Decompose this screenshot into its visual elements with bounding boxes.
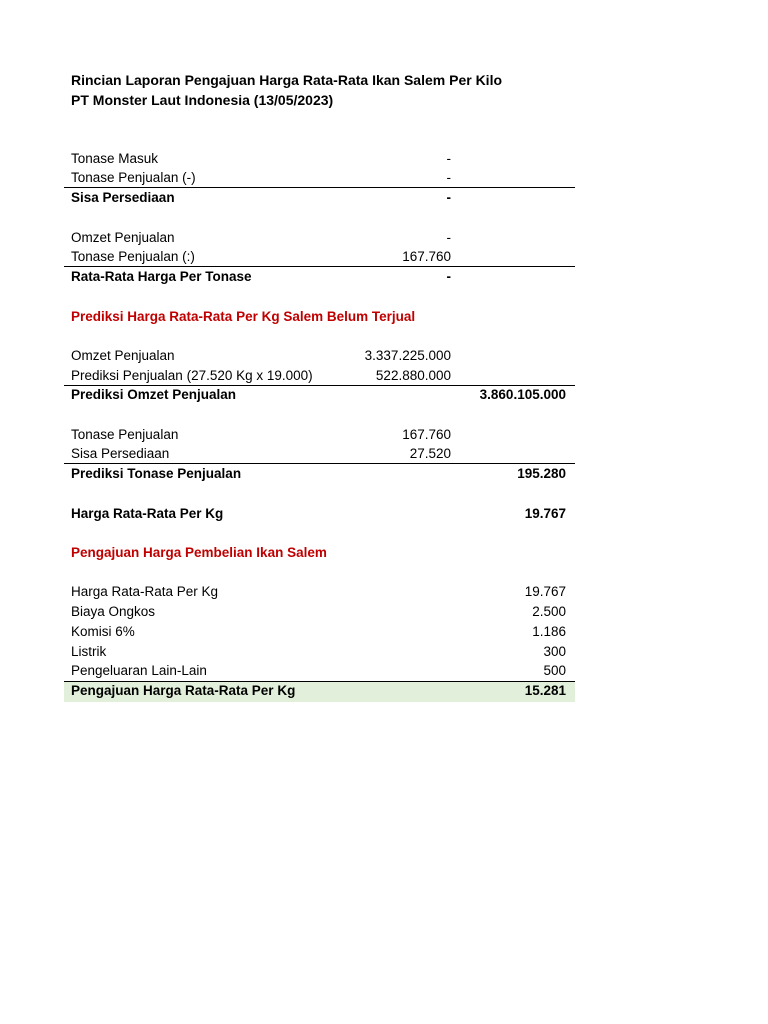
row-label: Tonase Penjualan (-): [71, 170, 196, 185]
row-value: 1.186: [532, 624, 566, 639]
row-label: Pengeluaran Lain-Lain: [71, 663, 207, 678]
table-row: [64, 444, 575, 464]
table-row-total: [64, 464, 575, 484]
table-row-average: [64, 504, 575, 524]
row-label: Omzet Penjualan: [71, 348, 175, 363]
table-row: [64, 346, 575, 366]
table-row-total: [64, 385, 575, 405]
report-title: Rincian Laporan Pengajuan Harga Rata-Rata Ikan Salem Per Kilo: [71, 72, 503, 88]
row-total-value: 19.767: [524, 506, 566, 521]
row-value: -: [446, 151, 451, 166]
row-label: Tonase Penjualan: [71, 427, 179, 442]
table-row-total: [64, 267, 575, 287]
table-row: [64, 622, 575, 642]
section-heading-submission: Pengajuan Harga Pembelian Ikan Salem: [71, 545, 327, 560]
row-label: Omzet Penjualan: [71, 230, 175, 245]
row-label: Prediksi Omzet Penjualan: [71, 387, 237, 402]
row-value: -: [446, 190, 451, 205]
row-value: 3.337.225.000: [364, 348, 451, 363]
row-label: Sisa Persediaan: [71, 190, 175, 205]
row-label: Tonase Penjualan (:): [71, 249, 195, 264]
table-row: [64, 149, 575, 169]
row-value: -: [446, 269, 451, 284]
row-label: Listrik: [71, 644, 107, 659]
table-row: [64, 602, 575, 622]
table-row-grand-total: [64, 681, 575, 701]
row-value: 500: [543, 663, 566, 678]
section-heading-prediction: Prediksi Harga Rata-Rata Per Kg Salem Belum Terjual: [71, 309, 416, 324]
row-total-value: 15.281: [524, 683, 566, 698]
table-row: [64, 247, 575, 267]
row-value: -: [446, 170, 451, 185]
row-label: Harga Rata-Rata Per Kg: [71, 584, 219, 599]
row-label: Komisi 6%: [71, 624, 135, 639]
row-label: Rata-Rata Harga Per Tonase: [71, 269, 252, 284]
table-row-total: [64, 188, 575, 208]
report-subtitle: PT Monster Laut Indonesia (13/05/2023): [71, 92, 334, 108]
row-value: 27.520: [409, 446, 451, 461]
row-total-value: 195.280: [517, 466, 566, 481]
row-label: Tonase Masuk: [71, 151, 159, 166]
row-value: -: [446, 230, 451, 245]
row-label: Prediksi Tonase Penjualan: [71, 466, 242, 481]
table-row: [64, 642, 575, 662]
row-value: 522.880.000: [375, 368, 451, 383]
row-label: Pengajuan Harga Rata-Rata Per Kg: [71, 683, 296, 698]
row-value: 167.760: [402, 427, 451, 442]
row-label: Prediksi Penjualan (27.520 Kg x 19.000): [71, 368, 313, 383]
row-label: Harga Rata-Rata Per Kg: [71, 506, 224, 521]
row-label: Biaya Ongkos: [71, 604, 156, 619]
table-row: [64, 582, 575, 602]
row-value: 2.500: [532, 604, 566, 619]
row-total-value: 3.860.105.000: [479, 387, 566, 402]
table-row: [64, 661, 575, 681]
row-value: 300: [543, 644, 566, 659]
row-value: 167.760: [402, 249, 451, 264]
row-label: Sisa Persediaan: [71, 446, 170, 461]
table-row: [64, 425, 575, 445]
table-row: [64, 366, 575, 386]
table-row: [64, 228, 575, 248]
row-value: 19.767: [524, 584, 566, 599]
table-row: [64, 168, 575, 188]
